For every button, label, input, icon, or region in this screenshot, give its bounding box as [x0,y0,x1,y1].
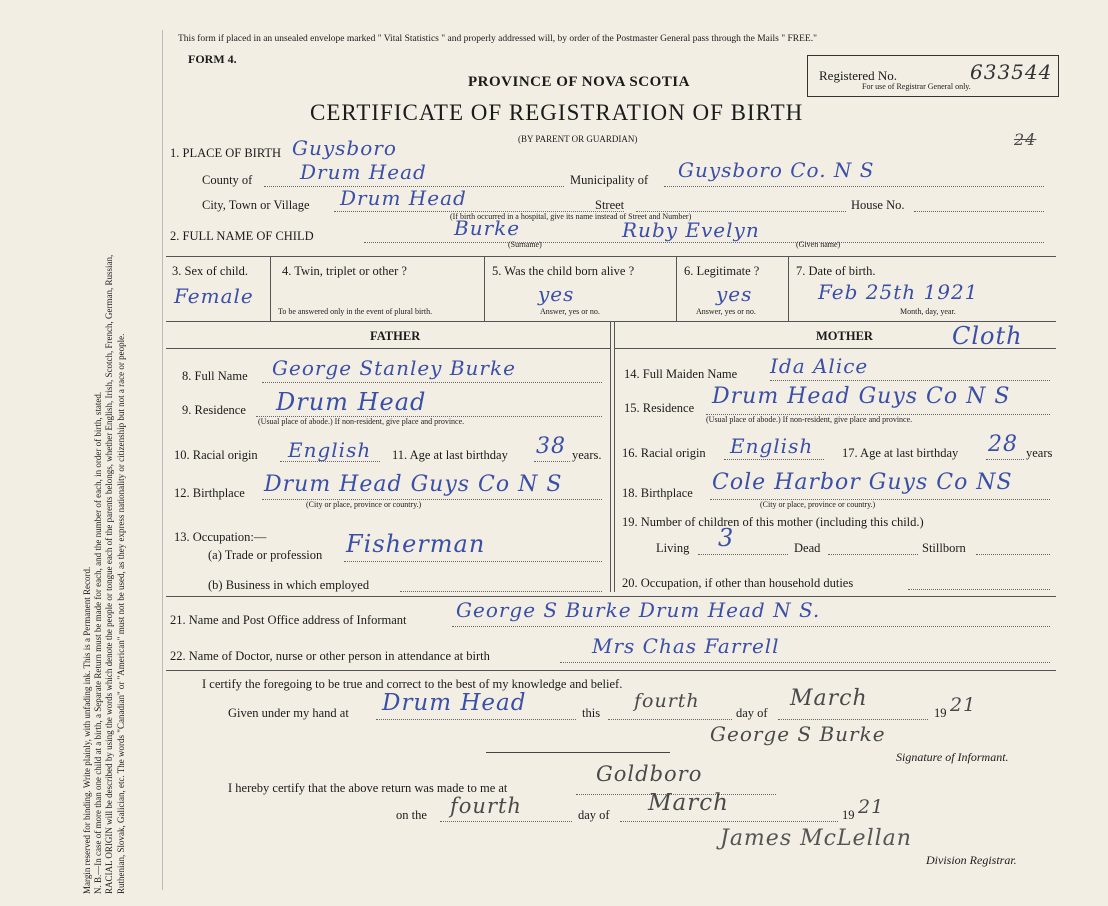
place-of-birth-label: 1. PLACE OF BIRTH [170,146,282,160]
county-label: County of [202,173,253,187]
trade-value: Fisherman [346,530,486,558]
margin-note-2: N. B.—In case of more than one child at a birth, a Separate Return must be made for each, and the number of each, in order of birth, stated. [93,391,104,894]
date-of-birth-label: 7. Date of birth. [796,264,876,278]
mail-note: This form if placed in an unsealed envelope marked " Vital Statistics " and properly addressed will, by order of the Postmaster General pass through the Mails " FREE." [178,34,817,44]
city-label: City, Town or Village [202,198,310,212]
registrar-year-prefix: 19 [842,808,855,822]
registered-label: Registered No. [819,68,897,83]
mother-residence-note: (Usual place of abode.) If non-resident, give place and province. [706,415,913,424]
informant-label: 21. Name and Post Office address of Informant [170,613,407,627]
mother-heading: MOTHER [816,329,873,343]
father-age-label: 11. Age at last birthday [392,448,508,462]
father-age-value: 38 [536,434,566,459]
county-value: Drum Head [300,160,427,184]
registrar-statement: I hereby certify that the above return was made to me at [228,781,508,795]
margin-rule [162,30,163,890]
father-residence-label: 9. Residence [182,403,246,417]
mother-years: years [1026,446,1053,460]
father-birthplace-note: (City or place, province or country.) [306,500,422,509]
registrar-signature: James McLellan [720,826,912,851]
father-birthplace-label: 12. Birthplace [174,486,245,500]
father-heading: FATHER [370,329,421,343]
father-name-label: 8. Full Name [182,369,248,383]
given-day-value: fourth [634,690,700,712]
mother-residence-label: 15. Residence [624,401,695,415]
informant-value: George S Burke Drum Head N S. [456,598,821,622]
year-prefix: 19 [934,706,947,720]
margin-note-4: Ruthenian, Slovak, Galician, etc. The words "Canadian" or "American" must not be used, as they express nationality or citizenship but not a race or people. [115,333,126,894]
registrar-place-value: Goldboro [596,762,703,786]
mother-age-value: 28 [988,432,1018,457]
registrar-month-value: March [648,790,729,816]
given-month-value: March [790,686,868,711]
date-of-birth-note: Month, day, year. [900,307,956,316]
legitimate-note: Answer, yes or no. [696,307,756,316]
born-alive-note: Answer, yes or no. [540,307,600,316]
given-name-caption: (Given name) [796,240,841,249]
certificate-subtitle: (BY PARENT OR GUARDIAN) [518,134,638,144]
informant-signature: George S Burke [710,722,886,746]
on-the-label: on the [396,808,427,822]
father-name-value: George Stanley Burke [272,356,516,380]
form-number: FORM 4. [188,52,237,66]
certificate-title: CERTIFICATE OF REGISTRATION OF BIRTH [310,100,804,125]
municipality-value: Guysboro Co. N S [678,158,875,182]
sex-label: 3. Sex of child. [172,264,249,278]
mother-name-label: 14. Full Maiden Name [624,367,738,381]
mother-birthplace-label: 18. Birthplace [622,486,693,500]
living-value: 3 [718,524,735,552]
mother-occupation-label: 20. Occupation, if other than household duties [622,576,854,590]
given-under-label: Given under my hand at [228,706,349,720]
father-racial-value: English [288,438,372,462]
hospital-note: (If birth occurred in a hospital, give its name instead of Street and Number) [450,212,692,221]
trade-label: (a) Trade or profession [208,548,323,562]
mother-racial-label: 16. Racial origin [622,446,706,460]
margin-note-1: Margin reserved for binding. Write plainly, with unfading ink. This is a Permanent Record. [82,566,92,894]
registrar-caption: Division Registrar. [926,853,1017,867]
father-years: years. [572,448,602,462]
child-name-label: 2. FULL NAME OF CHILD [170,229,314,243]
twin-note: To be answered only in the event of plural birth. [278,307,433,316]
margin-note-3: RACIAL ORIGIN will be described by using the words which denote the people or tongue each of the parents belongs, whether English, Irish, Scotch, French, German, Russian, [104,254,115,894]
father-residence-note: (Usual place of abode.) If non-resident, give place and province. [258,417,465,426]
city-value: Drum Head [340,186,467,210]
stillborn-label: Stillborn [922,541,966,555]
living-label: Living [656,541,690,555]
children-count-label: 19. Number of children of this mother (including this child.) [622,515,924,529]
surname-caption: (Surname) [508,240,542,249]
place-of-birth-value: Guysboro [292,136,397,160]
twin-label: 4. Twin, triplet or other ? [282,264,407,278]
doctor-label: 22. Name of Doctor, nurse or other person in attendance at birth [170,649,490,663]
mother-name-value: Ida Alice [770,354,869,378]
house-number-label: House No. [851,198,905,212]
child-given-name: Ruby Evelyn [622,218,760,242]
given-place-value: Drum Head [382,690,527,716]
born-alive-label: 5. Was the child born alive ? [492,264,635,278]
legitimate-label: 6. Legitimate ? [684,264,760,278]
mother-birthplace-note: (City or place, province or country.) [760,500,876,509]
doctor-value: Mrs Chas Farrell [592,634,780,658]
province-heading: PROVINCE OF NOVA SCOTIA [468,74,690,90]
corner-mark: 24 [1014,130,1037,149]
margin-notes [82,34,127,894]
mother-residence-value: Drum Head Guys Co N S [712,384,1011,409]
date-of-birth-value: Feb 25th 1921 [818,280,979,304]
dead-label: Dead [794,541,821,555]
registrar-day-value: fourth [450,794,522,818]
sex-value: Female [174,284,254,308]
certify-statement: I certify the foregoing to be true and correct to the best of my knowledge and belief. [202,677,623,691]
given-year-value: 21 [950,694,977,716]
this-label: this [582,706,601,720]
father-residence-value: Drum Head [276,388,427,416]
child-surname: Burke [454,216,521,240]
registrar-day-of-label: day of [578,808,610,822]
registered-number: 633544 [970,60,1053,84]
street-label: Street [595,198,625,212]
informant-signature-caption: Signature of Informant. [896,750,1009,764]
registrar-year-value: 21 [858,796,885,818]
father-birthplace-value: Drum Head Guys Co N S [264,472,563,497]
mother-birthplace-value: Cole Harbor Guys Co NS [712,470,1013,495]
mother-name-overwrite: Cloth [952,322,1023,350]
father-racial-label: 10. Racial origin [174,448,258,462]
legitimate-value: yes [716,282,753,306]
mother-age-label: 17. Age at last birthday [842,446,959,460]
registrar-use-note: For use of Registrar General only. [862,82,971,91]
day-of-label: day of [736,706,768,720]
occupation-label: 13. Occupation:— [174,530,267,544]
mother-racial-value: English [730,434,814,458]
business-label: (b) Business in which employed [208,578,370,592]
born-alive-value: yes [538,282,575,306]
municipality-label: Municipality of [570,173,649,187]
